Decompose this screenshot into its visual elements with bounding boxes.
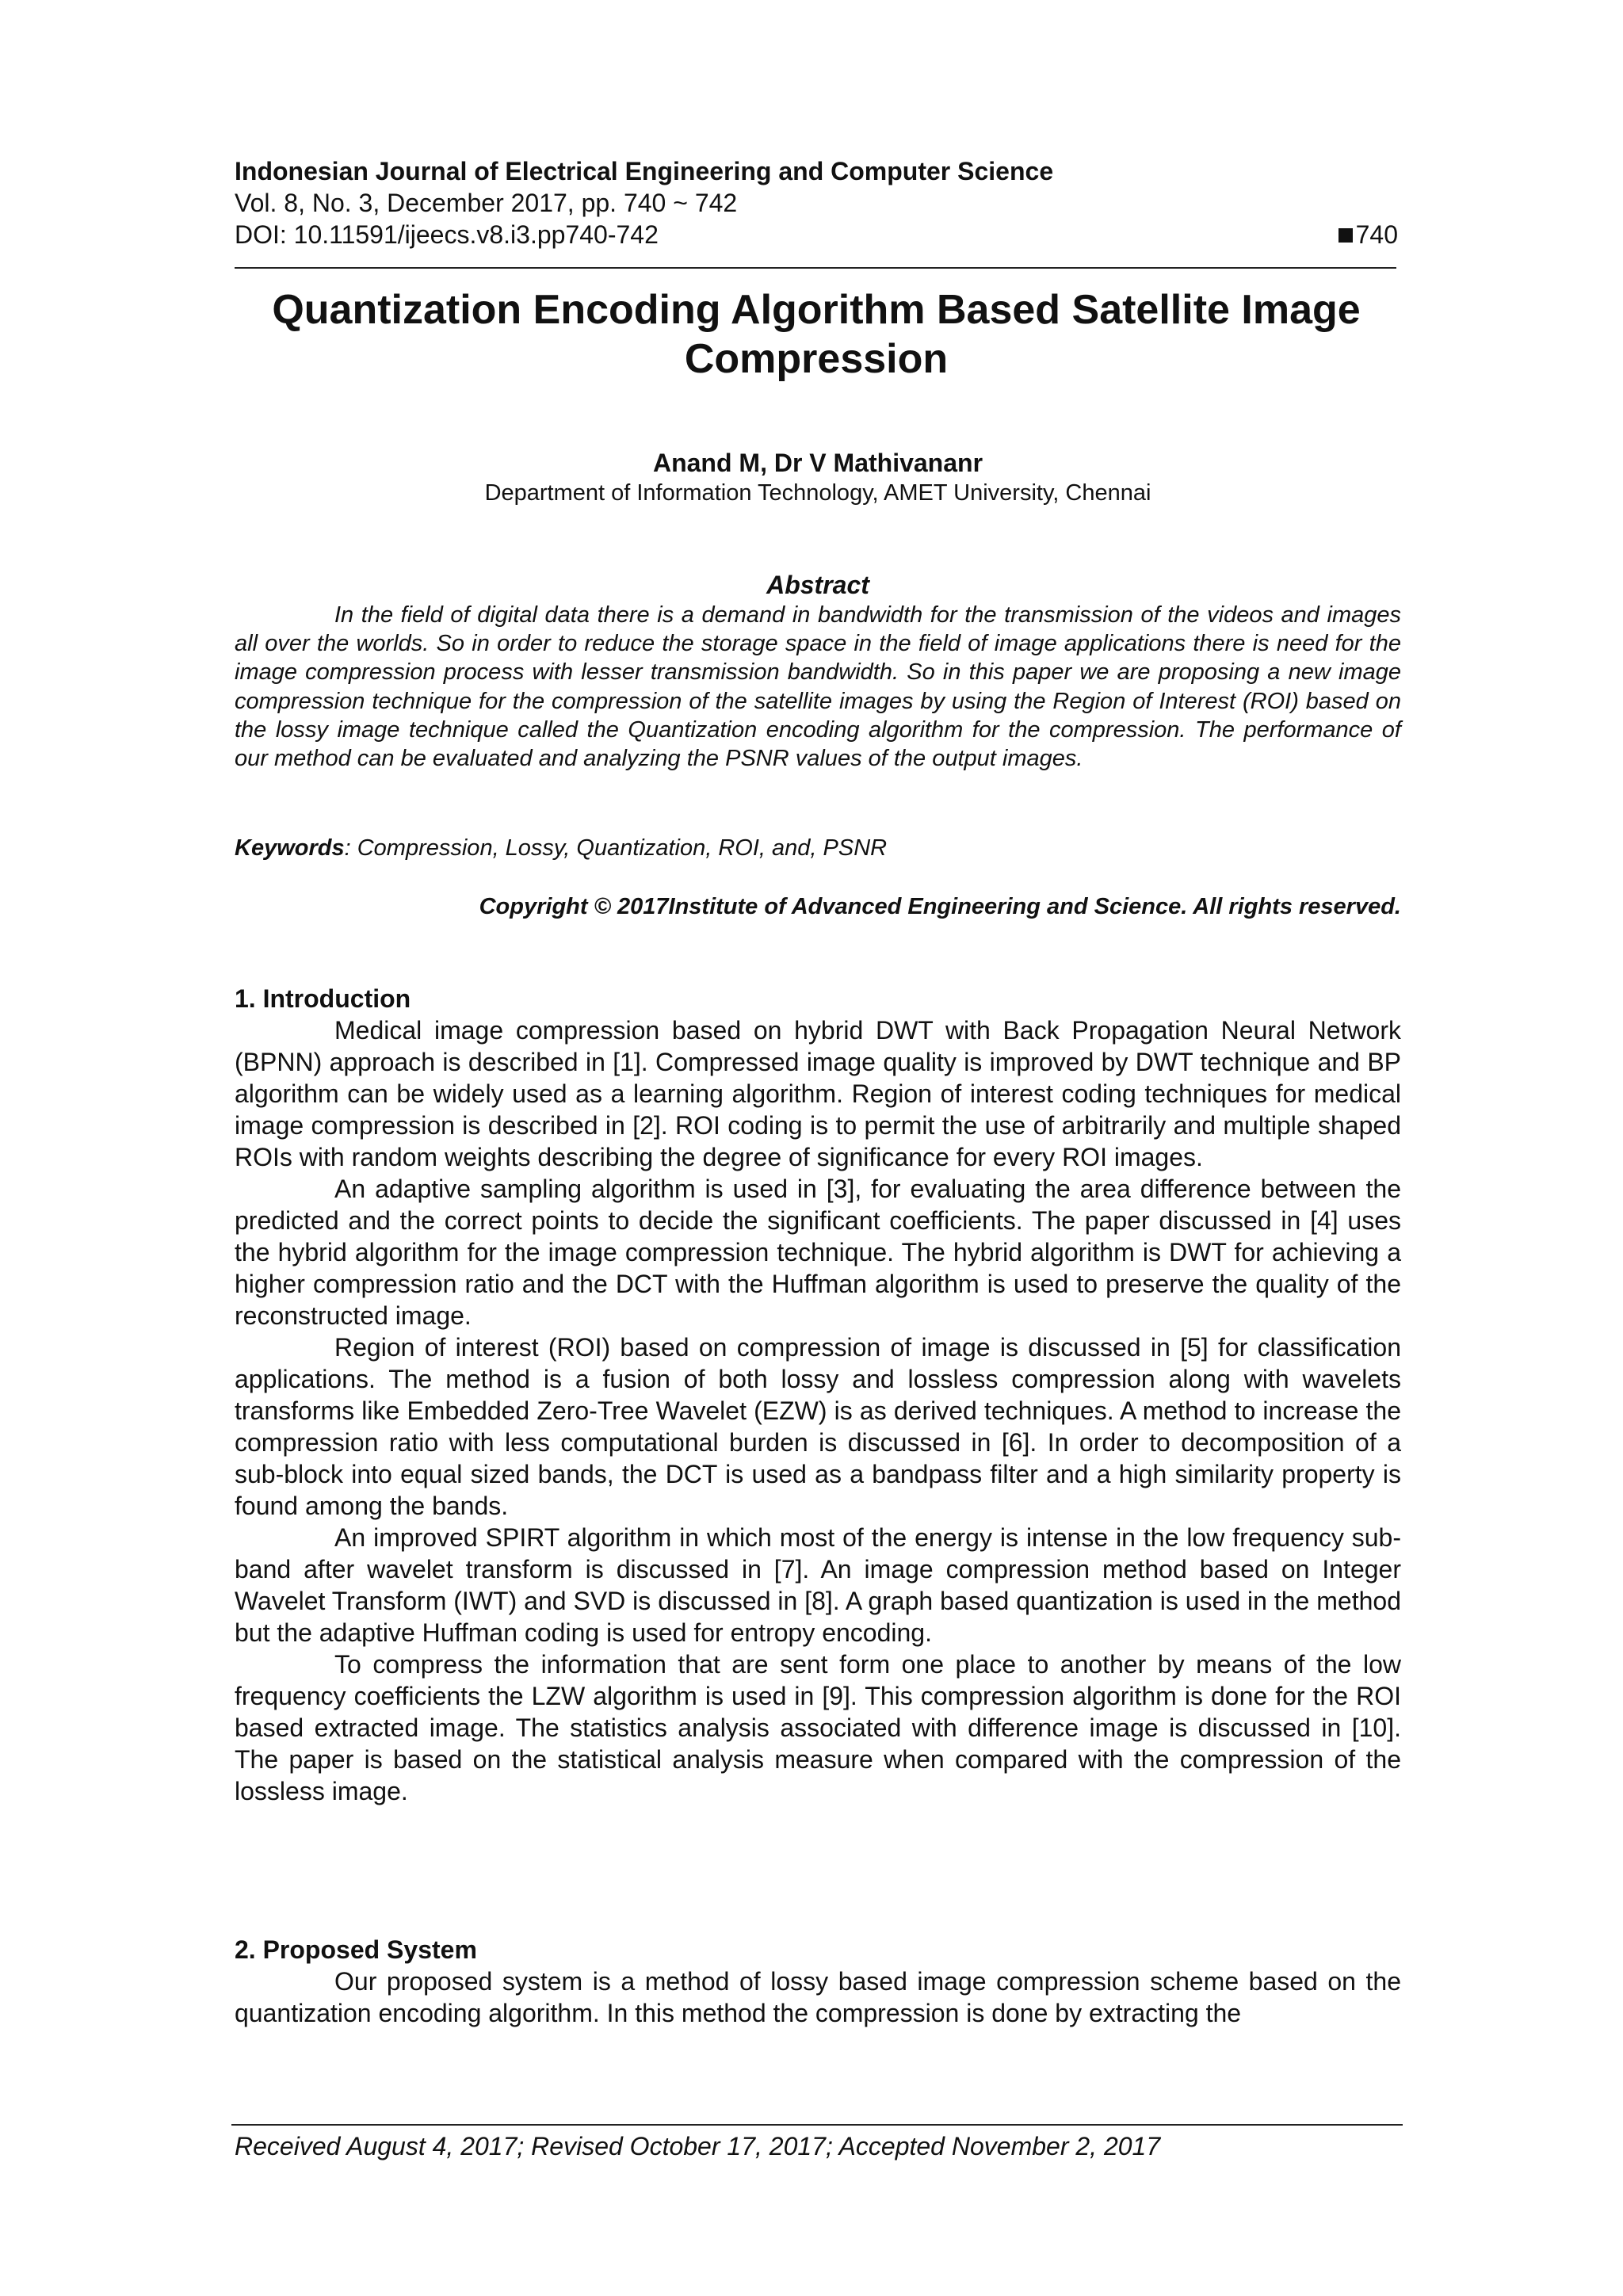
doi-line: DOI: 10.11591/ijeecs.v8.i3.pp740-742 xyxy=(235,220,659,249)
abstract-text: In the field of digital data there is a demand in bandwidth for the transmission of the videos and images all over the worlds. So in order to reduce the storage space in the field of image applications there is need for the image compression process with lesser transmission bandwidth. So in this paper we are proposing a new image compression technique for the compression of the satellite images by using the Region of Interest (ROI) based on the lossy image technique called the Quantization encoding algorithm for the compression. The performance of our method can be evaluated and analyzing the PSNR values of the output images. xyxy=(235,602,1401,772)
affiliation: Department of Information Technology, AMET University, Chennai xyxy=(484,480,1151,506)
authors: Anand M, Dr V Mathivananr xyxy=(652,449,983,477)
keywords-text: : Compression, Lossy, Quantization, ROI, and, PSNR xyxy=(344,835,888,861)
page-number xyxy=(1338,219,1401,250)
paragraph: Region of interest (ROI) based on compression of image is discussed in [5] for classification applications. The method is a fusion of both lossy and lossless compression along with wavelets transforms like Embedded Zero-Tree Wavelet (EZW) is as derived techniques. A method to increase the compression ratio with less computational burden is discussed in [6]. In order to decomposition of a sub-block into equal sized bands, the DCT is used as a bandpass filter and a high similarity property is found among the bands. xyxy=(235,1333,1401,1520)
paragraph: Medical image compression based on hybrid DWT with Back Propagation Neural Network (BPNN) approach is described in [1]. Compressed image quality is improved by DWT technique and BP algorithm can be widely used as a learning algorithm. Region of interest coding techniques for medical image compression is described in [2]. ROI coding is to permit the use of arbitrarily and multiple shaped ROIs with random weights describing the degree of significance for every ROI images. xyxy=(235,1016,1401,1171)
paragraph: Our proposed system is a method of lossy based image compression scheme based on the quantization encoding algorithm. In this method the compression is done by extracting the xyxy=(235,1967,1401,2027)
footer-divider xyxy=(231,2124,1403,2126)
section-proposed-system xyxy=(235,1934,1401,2029)
keywords-label: Keywords xyxy=(235,835,345,861)
abstract-heading: Abstract xyxy=(766,571,869,599)
paper-title: Quantization Encoding Algorithm Based Satellite Image Compression xyxy=(272,287,1361,382)
section-heading: 1. Introduction xyxy=(235,984,411,1013)
doi-row xyxy=(235,219,1401,250)
journal-header xyxy=(235,155,1401,250)
paragraph: An improved SPIRT algorithm in which most of the energy is intense in the low frequency sub-band after wavelet transform is discussed in [7]. An image compression method based on Integer Wavelet Transform (IWT) and SVD is discussed in [8]. A graph based quantization is used in the method but the adaptive Huffman coding is used for entropy encoding. xyxy=(235,1523,1401,1647)
copyright-notice: Copyright © 2017Institute of Advanced Engineering and Science. All rights reserved. xyxy=(479,894,1401,919)
received-dates: Received August 4, 2017; Revised October 17, 2017; Accepted November 2, 2017 xyxy=(235,2132,1161,2160)
page-number-value: 740 xyxy=(1355,220,1398,249)
paragraph: To compress the information that are sent form one place to another by means of the low frequency coefficients the LZW algorithm is used in [9]. This compression algorithm is done for the ROI based extracted image. The statistics analysis associated with difference image is discussed in [10]. The paper is based on the statistical analysis measure when compared with the compression of the lossless image. xyxy=(235,1650,1401,1805)
header-divider xyxy=(235,267,1396,269)
keywords xyxy=(235,834,1401,862)
journal-name: Indonesian Journal of Electrical Engineering and Computer Science xyxy=(235,157,1054,185)
section-introduction xyxy=(235,983,1401,1807)
section-heading: 2. Proposed System xyxy=(235,1935,477,1964)
square-bullet-icon xyxy=(1338,228,1353,243)
volume-line: Vol. 8, No. 3, December 2017, pp. 740 ~ 742 xyxy=(235,189,738,217)
paragraph: An adaptive sampling algorithm is used in [3], for evaluating the area difference between the predicted and the correct points to decide the significant coefficients. The paper discussed in [4] uses the hybrid algorithm for the image compression technique. The hybrid algorithm is DWT for achieving a higher compression ratio and the DCT with the Huffman algorithm is used to preserve the quality of the reconstructed image. xyxy=(235,1175,1401,1330)
